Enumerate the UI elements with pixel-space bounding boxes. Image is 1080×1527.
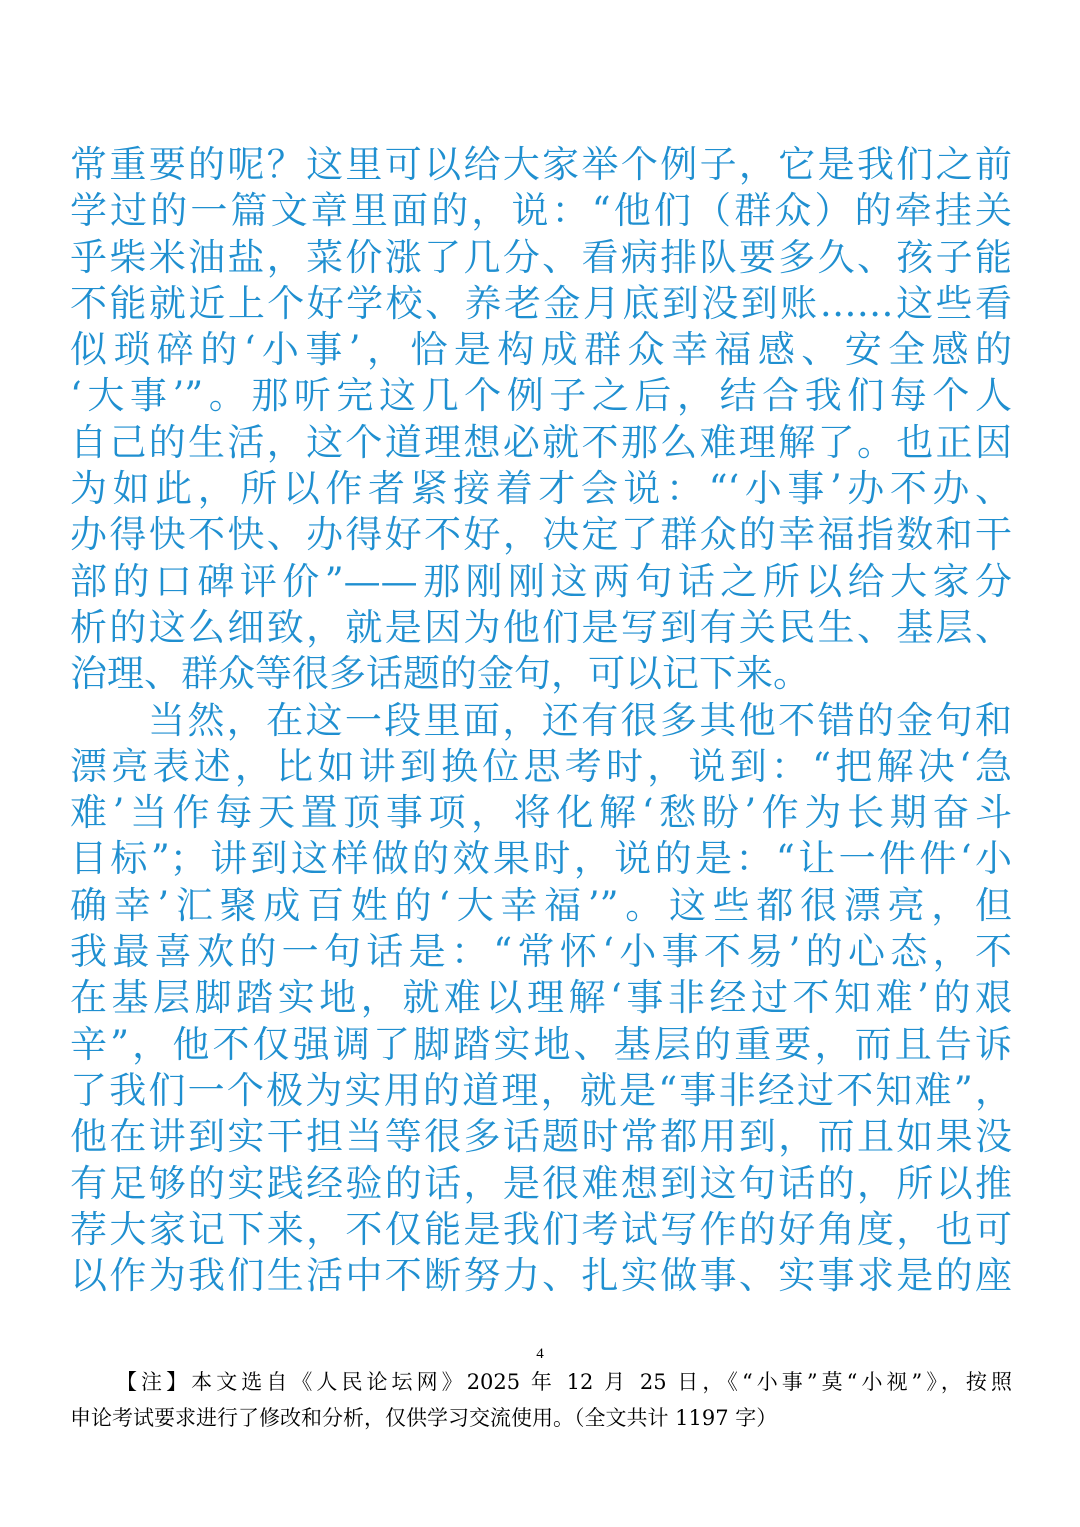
body-line: 析的这么细致，就是因为他们是写到有关民生、基层、 — [70, 605, 1012, 649]
body-line: 以作为我们生活中不断努力、扎实做事、实事求是的座 — [70, 1254, 1012, 1298]
body-line: 我最喜欢的一句话是：“常怀‘小事不易’的心态，不 — [70, 930, 1012, 974]
body-line: 学过的一篇文章里面的，说：“他们（群众）的牵挂关 — [70, 189, 1012, 233]
body-line: 办得快不快、办得好不好，决定了群众的幸福指数和干 — [70, 513, 1012, 557]
body-line: 荐大家记下来，不仅能是我们考试写作的好角度，也可 — [70, 1207, 1012, 1251]
body-line: 乎柴米油盐，菜价涨了几分、看病排队要多久、孩子能 — [70, 235, 1012, 279]
body-line: 确幸’汇聚成百姓的‘大幸福’”。这些都很漂亮，但 — [70, 883, 1012, 927]
note-line: 申论考试要求进行了修改和分析，仅供学习交流使用。（全文共计 1197 字） — [70, 1406, 778, 1430]
body-line: 为如此，所以作者紧接着才会说：“‘小事’办不办、 — [70, 467, 1012, 511]
body-line: 常重要的呢？这里可以给大家举个例子，它是我们之前 — [70, 143, 1012, 186]
body-line: 辛”，他不仅强调了脚踏实地、基层的重要，而且告诉 — [70, 1022, 1012, 1066]
article-body — [70, 142, 1012, 1299]
body-line: 了我们一个极为实用的道理，就是“事非经过不知难”， — [70, 1068, 1012, 1112]
body-line: 自己的生活，这个道理想必就不那么难理解了。也正因 — [70, 420, 1012, 464]
note-line: 【注】本文选自《人民论坛网》2025 年 12 月 25 日，《“小事”莫“小视”》，按照 — [116, 1370, 1012, 1394]
body-line: 当然，在这一段里面，还有很多其他不错的金句和 — [148, 698, 1012, 742]
body-line: 治理、群众等很多话题的金句，可以记下来。 — [70, 652, 810, 696]
body-line: 目标”；讲到这样做的效果时，说的是：“让一件件‘小 — [70, 837, 1012, 881]
page-number: 4 — [536, 1346, 544, 1362]
body-line: 有足够的实践经验的话，是很难想到这句话的，所以推 — [70, 1161, 1012, 1205]
body-line: 部的口碑评价”——那刚刚这两句话之所以给大家分 — [70, 559, 1012, 603]
body-line: 难’当作每天置顶事项，将化解‘愁盼’作为长期奋斗 — [70, 791, 1012, 835]
source-note — [70, 1364, 1012, 1436]
body-line: ‘大事’”。那听完这几个例子之后，结合我们每个人 — [70, 374, 1012, 418]
body-line: 似琐碎的‘小事’，恰是构成群众幸福感、安全感的 — [70, 328, 1012, 372]
body-line: 漂亮表述，比如讲到换位思考时，说到：“把解决‘急 — [70, 744, 1012, 788]
body-line: 他在讲到实干担当等很多话题时常都用到，而且如果没 — [70, 1115, 1012, 1159]
body-line: 在基层脚踏实地，就难以理解‘事非经过不知难’的艰 — [70, 976, 1012, 1020]
body-line: 不能就近上个好学校、养老金月底到没到账……这些看 — [70, 281, 1012, 325]
